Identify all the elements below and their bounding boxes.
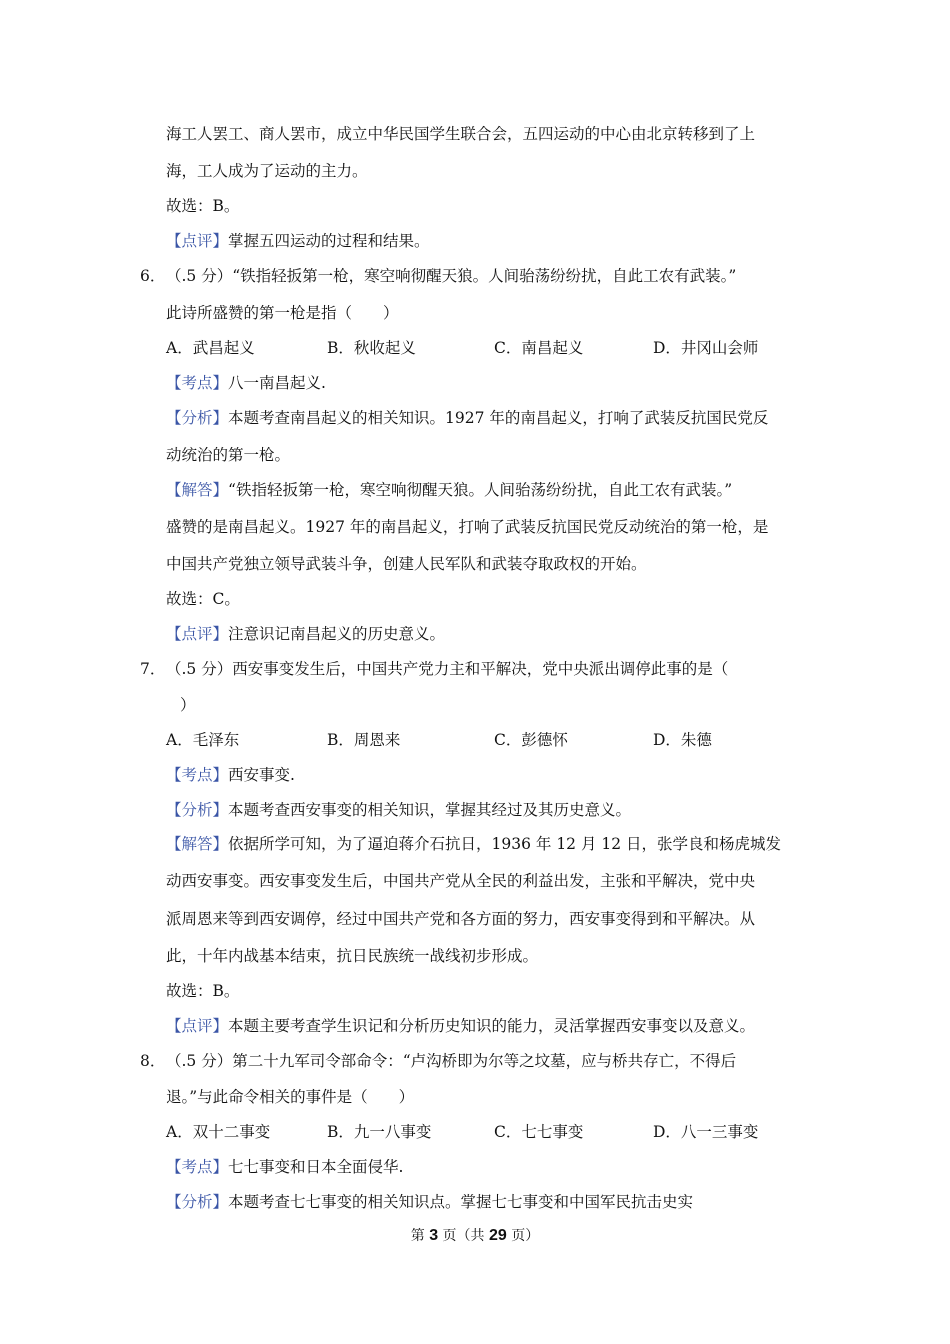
analysis-tag: 【分析】 — [166, 409, 229, 427]
option-b: B．九一八事变 — [327, 1123, 432, 1141]
question-stem: 此诗所盛赞的第一枪是指（ ） — [166, 304, 399, 322]
point-tag: 【考点】 — [166, 374, 229, 392]
answer-line: 此，十年内战基本结束，抗日民族统一战线初步形成。 — [166, 947, 539, 965]
point-tag: 【考点】 — [166, 766, 229, 784]
option-c: C．南昌起义 — [494, 339, 584, 357]
footer-suffix: 页） — [506, 1228, 540, 1244]
answer-line: 盛赞的是南昌起义。1927 年的南昌起义，打响了武装反抗国民党反动统治的第一枪，是 — [166, 518, 769, 536]
review-line — [166, 1016, 755, 1036]
analysis-text: 本题考查南昌起义的相关知识。1927 年的南昌起义，打响了武装反抗国民党反 — [228, 409, 769, 427]
page-footer — [0, 1226, 950, 1246]
answer-line: 中国共产党独立领导武装斗争，创建人民军队和武装夺取政权的开始。 — [166, 555, 647, 573]
option-a: A．毛泽东 — [166, 731, 240, 749]
analysis-text: 本题考查西安事变的相关知识，掌握其经过及其历史意义。 — [228, 801, 632, 819]
answer-tag: 【解答】 — [166, 835, 229, 853]
analysis-tag: 【分析】 — [166, 801, 229, 819]
review-text: 本题主要考查学生识记和分析历史知识的能力，灵活掌握西安事变以及意义。 — [228, 1017, 756, 1035]
option-c: C．彭德怀 — [494, 731, 568, 749]
answer-text: “铁指轻扳第一枪，寒空响彻醒天狼。人间骀荡纷纷扰，自此工农有武装。” — [228, 481, 733, 499]
answer-line — [166, 834, 781, 854]
point-line — [166, 1157, 403, 1177]
text-line: 海，工人成为了运动的主力。 — [166, 162, 368, 180]
choice-line: 故选：B。 — [166, 197, 240, 215]
footer-middle: 页（共 — [438, 1228, 489, 1244]
question-stem: （.5 分）第二十九军司令部命令：“卢沟桥即为尔等之坟墓，应与桥共存亡，不得后 — [166, 1052, 737, 1070]
option-b: B．周恩来 — [327, 731, 401, 749]
analysis-line: 动统治的第一枪。 — [166, 446, 291, 464]
point-text: 八一南昌起义. — [228, 374, 326, 392]
question-stem: ） — [180, 696, 196, 714]
answer-line: 动西安事变。西安事变发生后，中国共产党从全民的利益出发，主张和平解决，党中央 — [166, 872, 756, 890]
option-d: D．朱德 — [653, 731, 712, 749]
analysis-text: 本题考查七七事变的相关知识点。掌握七七事变和中国军民抗击史实 — [228, 1193, 694, 1211]
answer-text: 依据所学可知，为了逼迫蒋介石抗日，1936 年 12 月 12 日，张学良和杨虎城发 — [228, 835, 782, 853]
analysis-line — [166, 408, 768, 428]
point-line — [166, 765, 295, 785]
option-a: A．双十二事变 — [166, 1123, 271, 1141]
option-c: C．七七事变 — [494, 1123, 584, 1141]
answer-tag: 【解答】 — [166, 481, 229, 499]
review-text: 注意识记南昌起义的历史意义。 — [228, 625, 446, 643]
option-a: A．武昌起义 — [166, 339, 255, 357]
review-tag: 【点评】 — [166, 625, 229, 643]
answer-line — [166, 480, 732, 500]
analysis-line — [166, 1192, 693, 1212]
review-line — [166, 624, 445, 644]
option-d: D．八一三事变 — [653, 1123, 759, 1141]
choice-line: 故选：C。 — [166, 590, 240, 608]
review-tag: 【点评】 — [166, 1017, 229, 1035]
footer-prefix: 第 — [410, 1228, 430, 1244]
review-line — [166, 231, 430, 251]
question-stem: 退。”与此命令相关的事件是（ ） — [166, 1088, 415, 1106]
point-line — [166, 373, 326, 393]
review-text: 掌握五四运动的过程和结果。 — [228, 232, 430, 250]
analysis-tag: 【分析】 — [166, 1193, 229, 1211]
total-pages: 29 — [489, 1227, 507, 1244]
question-number: 7． — [140, 660, 166, 678]
analysis-line — [166, 800, 631, 820]
point-text: 西安事变. — [228, 766, 295, 784]
answer-line: 派周恩来等到西安调停，经过中国共产党和各方面的努力，西安事变得到和平解决。从 — [166, 910, 756, 928]
question-stem: （.5 分）“铁指轻扳第一枪，寒空响彻醒天狼。人间骀荡纷纷扰，自此工农有武装。” — [166, 267, 737, 285]
choice-line: 故选：B。 — [166, 982, 240, 1000]
text-line: 海工人罢工、商人罢市，成立中华民国学生联合会，五四运动的中心由北京转移到了上 — [166, 125, 756, 143]
point-text: 七七事变和日本全面侵华. — [228, 1158, 404, 1176]
question-number: 6． — [140, 267, 166, 285]
review-tag: 【点评】 — [166, 232, 229, 250]
option-b: B．秋收起义 — [327, 339, 416, 357]
page-number: 3 — [429, 1227, 439, 1244]
question-number: 8． — [140, 1052, 166, 1070]
option-d: D．井冈山会师 — [653, 339, 759, 357]
question-stem: （.5 分）西安事变发生后，中国共产党力主和平解决，党中央派出调停此事的是（ — [166, 660, 729, 678]
point-tag: 【考点】 — [166, 1158, 229, 1176]
